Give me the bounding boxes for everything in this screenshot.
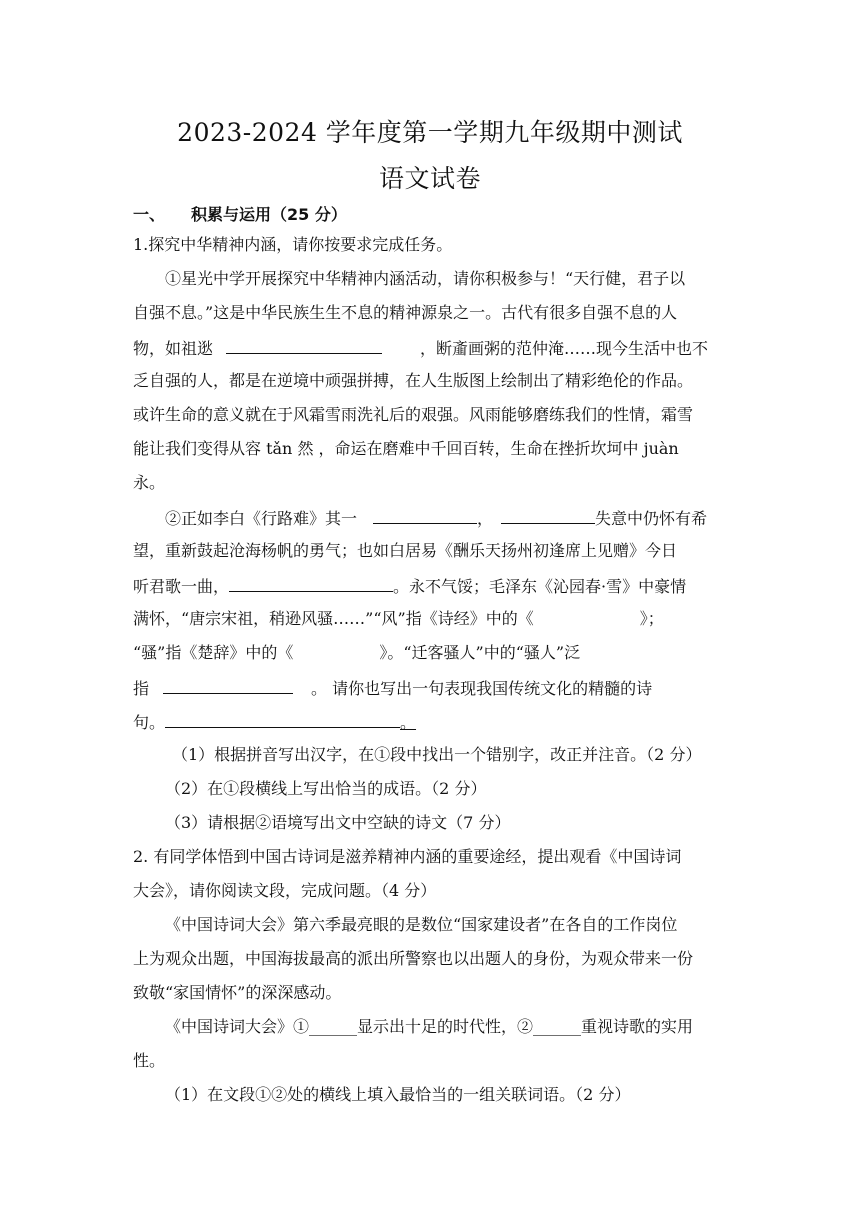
q2-p2-line [165, 1017, 693, 1037]
q1-p2-text: 。 [400, 713, 417, 732]
q1-p1-text: ，断齑画粥的范仲淹……现今生活中也不 [420, 339, 709, 358]
q2-p1-line: 上为观众出题，中国海拔最高的派出所警察也以出题人的身份，为观众带来一份 [133, 949, 694, 968]
q2-task: （1）在文段①②处的横线上填入最恰当的一组关联词语。（2 分） [165, 1085, 631, 1104]
q2-intro: 2. 有同学体悟到中国古诗词是滋养精神内涵的重要途经，提出观看《中国诗词 [133, 847, 682, 866]
poem-blank[interactable] [229, 575, 393, 592]
idiom-blank[interactable] [226, 337, 382, 354]
q1-p1-line: 乏自强的人，都是在逆境中顽强拼搏，在人生版图上绘制出了精彩绝伦的作品。 [133, 371, 694, 390]
q1-p2-text: 。永不气馁；毛泽东《沁园春·雪》中豪情 [393, 577, 687, 596]
poem-blank[interactable] [501, 507, 595, 524]
q1-task: （3）请根据②语境写出文中空缺的诗文（7 分） [165, 813, 511, 832]
q1-p2-line: 望，重新鼓起沧海杨帆的勇气；也如白居易《酬乐天扬州初逢席上见赠》今日 [133, 541, 678, 560]
q2-p2-text: 显示出十足的时代性，② [357, 1017, 534, 1036]
q1-p2-line [133, 711, 416, 733]
q1-p2-text: 》。“迁客骚人”中的“骚人”泛 [379, 643, 581, 662]
exam-subtitle: 语文试卷 [378, 164, 481, 193]
connective-blank-2[interactable]: ______ [533, 1017, 582, 1036]
q1-p2-line [165, 507, 707, 529]
q1-p2-text: 听君歌一曲， [133, 577, 230, 596]
q1-p2-text: 》； [639, 609, 664, 628]
q1-p1-line [133, 337, 708, 359]
q1-p2-text: ， [477, 509, 494, 528]
poem-line-blank[interactable] [165, 711, 400, 728]
connective-blank-1[interactable]: ______ [309, 1017, 358, 1036]
q1-p1-line: ①星光中学开展探究中华精神内涵活动，请你积极参与！“天行健，君子以 [165, 269, 686, 288]
section-heading: 积累与运用（25 分） [191, 205, 347, 224]
q1-p1-line: 永。 [133, 473, 166, 492]
q1-p1-line: 能让我们变得从容 tǎn 然 ，命运在磨难中千回百转，生命在挫折坎坷中 juàn [133, 439, 679, 458]
q2-p2-line: 性。 [133, 1051, 166, 1070]
q2-intro: 大会》，请你阅读文段，完成问题。（4 分） [133, 881, 437, 900]
q1-p2-text: 指 [133, 679, 150, 698]
q2-p1-line: 《中国诗词大会》第六季最亮眼的是数位“国家建设者”在各自的工作岗位 [165, 915, 678, 934]
q2-p2-text: 重视诗歌的实用 [581, 1017, 694, 1036]
q1-p2-line [133, 575, 686, 597]
q1-p2-text: ②正如李白《行路难》其一 [165, 509, 358, 528]
q1-p2-line [133, 677, 652, 699]
q1-intro: 1.探究中华精神内涵，请你按要求完成任务。 [133, 235, 453, 254]
q1-p1-line: 或许生命的意义就在于风霜雪雨洗礼后的艰强。风雨能够磨练我们的性情，霜雪 [133, 405, 694, 424]
q1-p2-text: 。 请你也写出一句表现我国传统文化的精髓的诗 [311, 679, 653, 698]
q1-p2-text: 满怀，“唐宗宋祖，稍逊风骚……”“风”指《诗经》中的《 [133, 609, 534, 628]
q1-p2-line [133, 609, 664, 629]
poem-blank[interactable] [373, 507, 477, 524]
q1-p2-line [133, 643, 580, 663]
section-number: 一、 [133, 205, 166, 224]
q1-p2-text: 失意中仍怀有希 [595, 509, 708, 528]
q1-p1-line: 自强不息。”这是中华民族生生不息的精神源泉之一。古代有很多自强不息的人 [133, 303, 678, 322]
q2-p2-text: 《中国诗词大会》① [165, 1017, 310, 1036]
q1-p2-text: “骚”指《楚辞》中的《 [133, 643, 294, 662]
exam-title: 2023-2024 学年度第一学期九年级期中测试 [177, 118, 683, 147]
q1-p2-text: 句。 [133, 713, 166, 732]
q1-p1-text: 物，如祖逖 [133, 339, 214, 358]
meaning-blank[interactable] [163, 677, 293, 694]
q1-task: （2）在①段横线上写出恰当的成语。（2 分） [165, 779, 487, 798]
q2-p1-line: 致敬“家国情怀”的深深感动。 [133, 983, 342, 1002]
q1-task: （1）根据拼音写出汉字，在①段中找出一个错别字，改正并注音。（2 分） [172, 745, 702, 764]
